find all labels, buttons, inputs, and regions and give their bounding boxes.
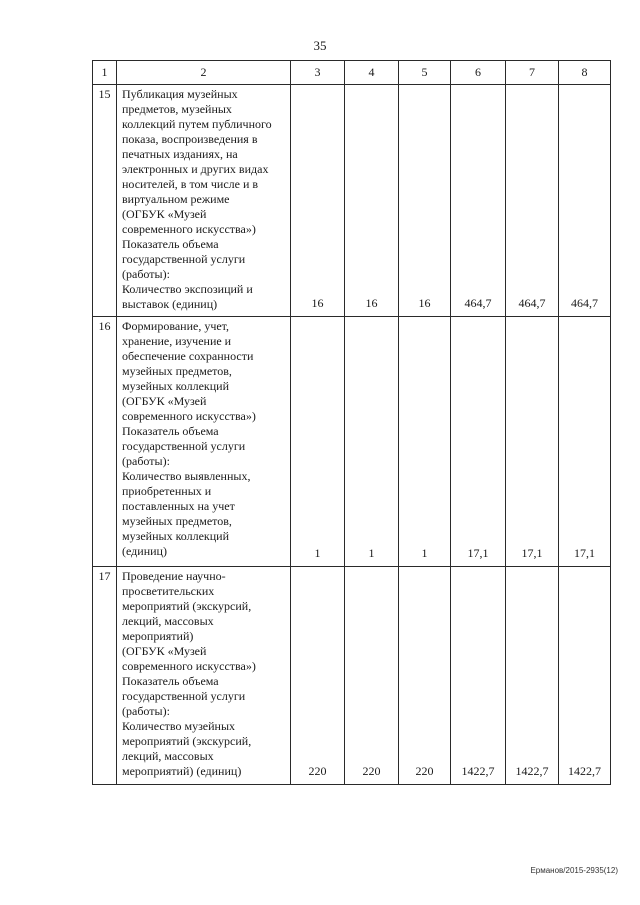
value-col-3: 220: [291, 567, 345, 785]
row-description: Проведение научно- просветительских мероприятий (экскурсий, лекций, массовых мероприятий) (ОГБУК «Музей современного искусства») Показатель объема государственной услуги (работы): Количество музейных мероприятий (экскурсий, лекций, массовых мероприятий) (единиц): [117, 567, 291, 785]
header-cell: 3: [291, 61, 345, 85]
value-col-5: 16: [399, 85, 451, 317]
header-cell: 6: [451, 61, 506, 85]
header-cell: 8: [559, 61, 611, 85]
table-row: [93, 85, 611, 317]
value-col-7: 464,7: [506, 85, 559, 317]
header-cell: 7: [506, 61, 559, 85]
row-number: 16: [93, 317, 117, 567]
data-table: [92, 60, 611, 785]
value-col-4: 220: [345, 567, 399, 785]
value-col-5: 1: [399, 317, 451, 567]
row-number: 17: [93, 567, 117, 785]
value-col-3: 16: [291, 85, 345, 317]
value-col-6: 464,7: [451, 85, 506, 317]
row-description: Формирование, учет, хранение, изучение и обеспечение сохранности музейных предметов, музейных коллекций (ОГБУК «Музей современного искусства») Показатель объема государственной услуги (работы): Количество выявленных, приобретенных и поставленных на учет музейных предметов, музейных коллекций (единиц): [117, 317, 291, 567]
header-cell: 2: [117, 61, 291, 85]
value-col-6: 1422,7: [451, 567, 506, 785]
value-col-4: 1: [345, 317, 399, 567]
table-header-row: [93, 61, 611, 85]
value-col-7: 1422,7: [506, 567, 559, 785]
header-cell: 4: [345, 61, 399, 85]
document-reference: Ерманов/2015-2935(12): [530, 866, 618, 875]
row-description: Публикация музейных предметов, музейных коллекций путем публичного показа, воспроизведения в печатных изданиях, на электронных и других видах носителей, в том числе и в виртуальном режиме (ОГБУК «Музей современного искусства») Показатель объема государственной услуги (работы): Количество экспозиций и выставок (единиц): [117, 85, 291, 317]
row-number: 15: [93, 85, 117, 317]
value-col-4: 16: [345, 85, 399, 317]
value-col-5: 220: [399, 567, 451, 785]
value-col-3: 1: [291, 317, 345, 567]
table-row: [93, 567, 611, 785]
value-col-8: 464,7: [559, 85, 611, 317]
table-row: [93, 317, 611, 567]
value-col-7: 17,1: [506, 317, 559, 567]
value-col-8: 1422,7: [559, 567, 611, 785]
value-col-8: 17,1: [559, 317, 611, 567]
header-cell: 1: [93, 61, 117, 85]
value-col-6: 17,1: [451, 317, 506, 567]
page-number: 35: [313, 38, 327, 53]
header-cell: 5: [399, 61, 451, 85]
